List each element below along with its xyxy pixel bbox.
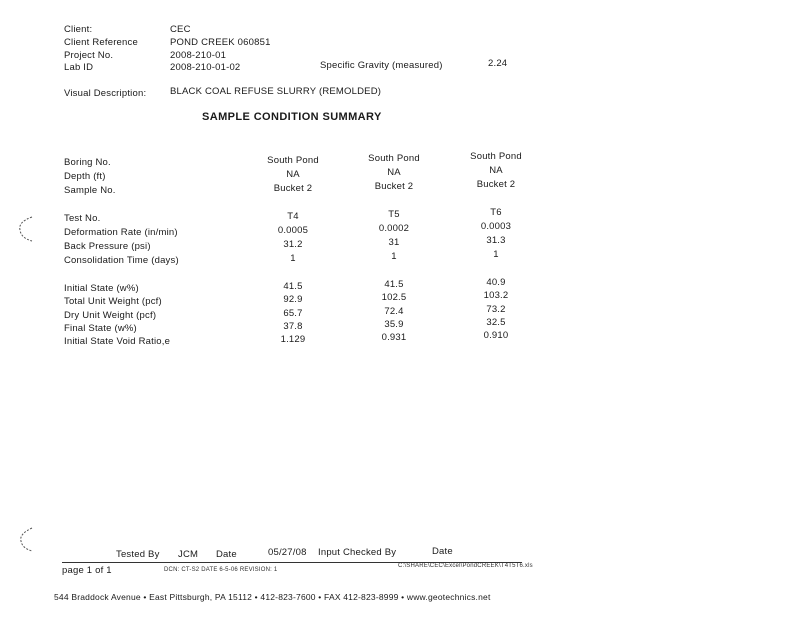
row-label-depth: Depth (ft) (64, 171, 106, 182)
cell-rate: 0.0003 (480, 221, 512, 232)
cell-back-pressure: 31.3 (486, 235, 506, 246)
cell-boring: South Pond (267, 155, 319, 166)
cell-consolidation-time: 1 (391, 251, 397, 262)
hole-punch-mark (14, 214, 36, 244)
cell-final-state: 35.9 (384, 319, 404, 330)
cell-test: T5 (388, 209, 400, 220)
cell-dry-unit-weight: 73.2 (486, 304, 506, 315)
cell-rate: 0.0005 (277, 225, 309, 236)
cell-total-unit-weight: 102.5 (381, 292, 407, 303)
tested-by-label: Tested By (116, 549, 160, 560)
cell-back-pressure: 31 (388, 237, 400, 248)
lab-id-value: 2008-210-01-02 (170, 62, 241, 73)
row-label-dry-unit-weight: Dry Unit Weight (pcf) (64, 310, 157, 321)
project-number-label: Project No. (64, 50, 114, 61)
client-label: Client: (64, 24, 93, 35)
cell-rate: 0.0002 (378, 223, 410, 234)
row-label-sample: Sample No. (64, 185, 116, 196)
date-label: Date (216, 549, 237, 560)
row-label-boring: Boring No. (64, 157, 111, 168)
row-label-test: Test No. (64, 213, 101, 224)
specific-gravity-label: Specific Gravity (measured) (320, 60, 443, 71)
page-title: SAMPLE CONDITION SUMMARY (202, 111, 382, 123)
file-path: C:\SHARE\CEC\Excel\PondCREEK\T4T5T6.xls (398, 563, 533, 569)
row-label-final-state: Final State (w%) (64, 323, 137, 334)
cell-initial-state: 40.9 (486, 277, 506, 288)
cell-sample: Bucket 2 (273, 183, 313, 194)
cell-consolidation-time: 1 (493, 249, 499, 260)
client-value: CEC (170, 24, 191, 35)
specific-gravity-value: 2.24 (488, 58, 508, 69)
cell-final-state: 37.8 (283, 321, 303, 332)
cell-depth: NA (286, 169, 300, 180)
cell-dry-unit-weight: 65.7 (283, 308, 303, 319)
cell-void-ratio: 1.129 (280, 334, 306, 345)
cell-final-state: 32.5 (486, 317, 506, 328)
input-checked-label: Input Checked By (318, 547, 397, 558)
row-label-rate: Deformation Rate (in/min) (64, 227, 178, 238)
date-value: 05/27/08 (268, 547, 307, 558)
cell-test: T4 (287, 211, 299, 222)
lab-id-label: Lab ID (64, 62, 94, 73)
hole-punch-mark (16, 526, 36, 554)
company-address: 544 Braddock Avenue • East Pittsburgh, PA 15112 • 412-823-7600 • FAX 412-823-8999 • www.geotechnics.net (54, 592, 491, 602)
row-label-initial-state: Initial State (w%) (64, 283, 139, 294)
client-reference-value: POND CREEK 060851 (170, 37, 271, 48)
cell-boring: South Pond (470, 151, 522, 162)
cell-sample: Bucket 2 (476, 179, 516, 190)
visual-description-value: BLACK COAL REFUSE SLURRY (REMOLDED) (170, 86, 382, 97)
cell-depth: NA (489, 165, 503, 176)
row-label-void-ratio: Initial State Void Ratio,e (64, 336, 171, 347)
cell-dry-unit-weight: 72.4 (384, 306, 404, 317)
cell-total-unit-weight: 92.9 (283, 294, 303, 305)
cell-back-pressure: 31.2 (283, 239, 303, 250)
cell-void-ratio: 0.931 (381, 332, 407, 343)
cell-boring: South Pond (368, 153, 420, 164)
date2-label: Date (432, 546, 453, 557)
client-reference-label: Client Reference (64, 37, 138, 48)
page-number: page 1 of 1 (62, 565, 112, 576)
row-label-back-pressure: Back Pressure (psi) (64, 241, 151, 252)
project-number-value: 2008-210-01 (170, 50, 227, 61)
visual-description-label: Visual Description: (64, 88, 147, 99)
cell-initial-state: 41.5 (384, 279, 404, 290)
cell-sample: Bucket 2 (374, 181, 414, 192)
cell-void-ratio: 0.910 (483, 330, 509, 341)
row-label-total-unit-weight: Total Unit Weight (pcf) (64, 296, 162, 307)
document-control-number: DCN: CT-S2 DATE 6-5-06 REVISION: 1 (164, 567, 278, 573)
cell-initial-state: 41.5 (283, 281, 303, 292)
cell-test: T6 (490, 207, 502, 218)
cell-total-unit-weight: 103.2 (483, 290, 509, 301)
tested-by-value: JCM (178, 549, 199, 560)
cell-consolidation-time: 1 (290, 253, 296, 264)
cell-depth: NA (387, 167, 401, 178)
row-label-consolidation-time: Consolidation Time (days) (64, 255, 179, 266)
